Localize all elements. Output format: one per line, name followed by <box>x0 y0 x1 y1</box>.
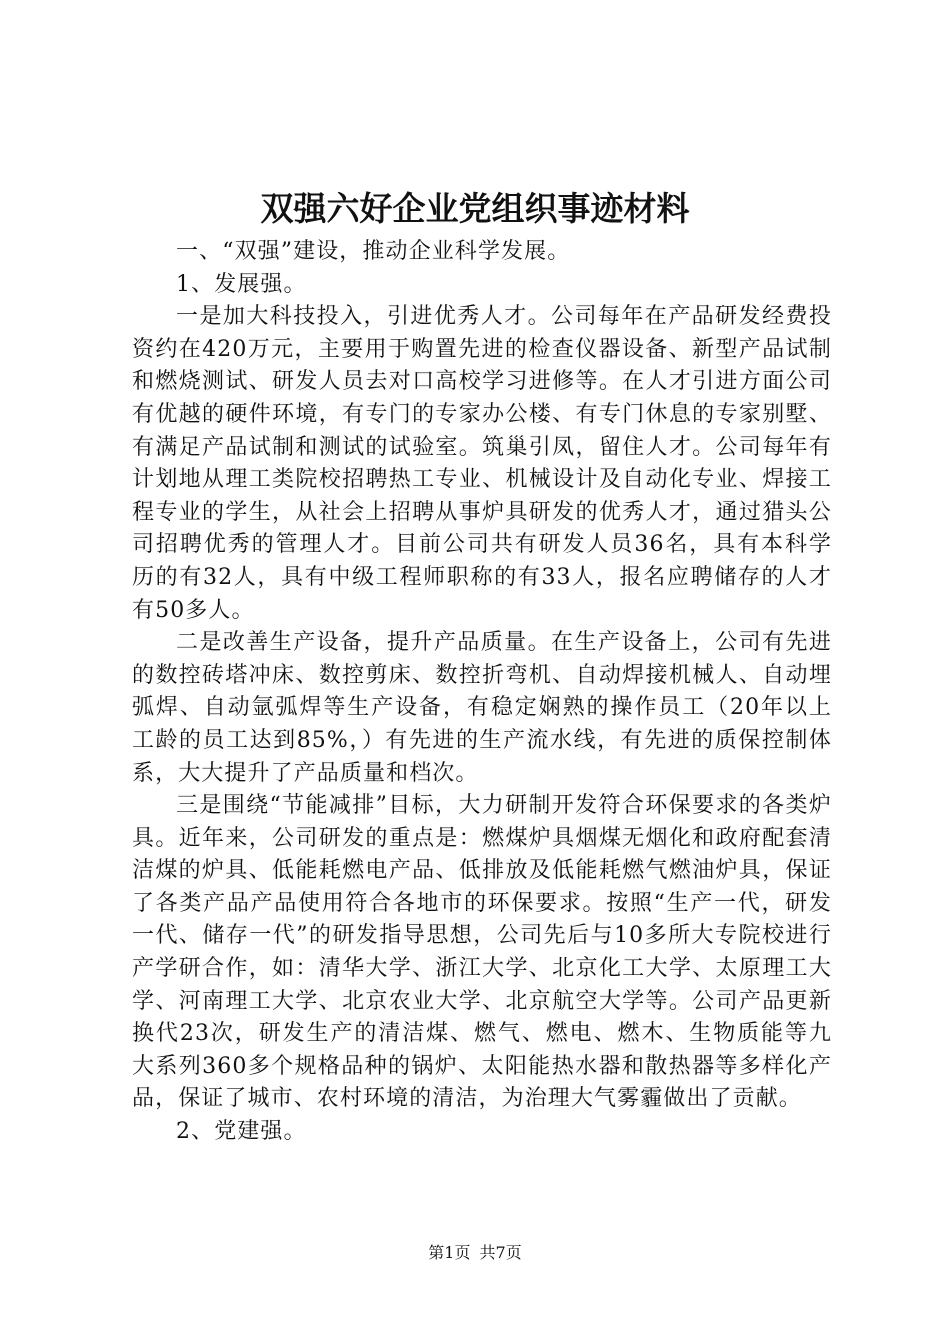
total-pages: 共7页 <box>479 1243 522 1262</box>
document-title: 双强六好企业党组织事迹材料 <box>260 189 690 228</box>
current-page-number: 第1页 <box>428 1243 471 1262</box>
body-paragraph: 二是改善生产设备，提升产品质量。在生产设备上，公司有先进的数控砖塔冲床、数控剪床、数控折弯机、自动焊接机械人、自动埋弧焊、自动氩弧焊等生产设备，有稳定娴熟的操作员工（20年以上工龄的员工达到85%，）有先进的生产流水线，有先进的质保控制体系，大大提升了产品质量和档次。 <box>132 630 832 786</box>
body-paragraph: 三是围绕“节能减排”目标，大力研制开发符合环保要求的各类炉具。近年来，公司研发的重点是：燃煤炉具烟煤无烟化和政府配套清洁煤的炉具、低能耗燃电产品、低排放及低能耗燃气燃油炉具，保证了各类产品产品使用符合各地市的环保要求。按照“生产一代，研发一代、储存一代”的研发指导思想，公司先后与10多所大专院校进行产学研合作，如：清华大学、浙江大学、北京化工大学、太原理工大学、河南理工大学、北京农业大学、北京航空大学等。公司产品更新换代23次，研发生产的清洁煤、燃气、燃电、燃木、生物质能等九大系列360多个规格品种的锅炉、太阳能热水器和散热器等多样化产品，保证了城市、农村环境的清洁，为治理大气雾霾做出了贡献。 <box>132 793 832 1112</box>
subsection-heading: 1、发展强。 <box>176 271 307 297</box>
section-heading: 一、“双强”建设，推动企业科学发展。 <box>176 239 571 264</box>
subsection-heading: 2、党建强。 <box>176 1119 307 1145</box>
page-footer <box>0 1242 950 1264</box>
body-paragraph: 一是加大科技投入，引进优秀人才。公司每年在产品研发经费投资约在420万元，主要用于购置先进的检查仪器设备、新型产品试制和燃烧测试、研发人员去对口高校学习进修等。在人才引进方面公司有优越的硬件环境，有专门的专家办公楼、有专门休息的专家别墅、有满足产品试制和测试的试验室。筑巢引凤，留住人才。公司每年有计划地从理工类院校招聘热工专业、机械设计及自动化专业、焊接工程专业的学生，从社会上招聘从事炉具研发的优秀人才，通过猎头公司招聘优秀的管理人才。目前公司共有研发人员36名，具有本科学历的有32人，具有中级工程师职称的有33人，报名应聘储存的人才有50多人。 <box>132 304 832 623</box>
document-body <box>132 236 832 1149</box>
